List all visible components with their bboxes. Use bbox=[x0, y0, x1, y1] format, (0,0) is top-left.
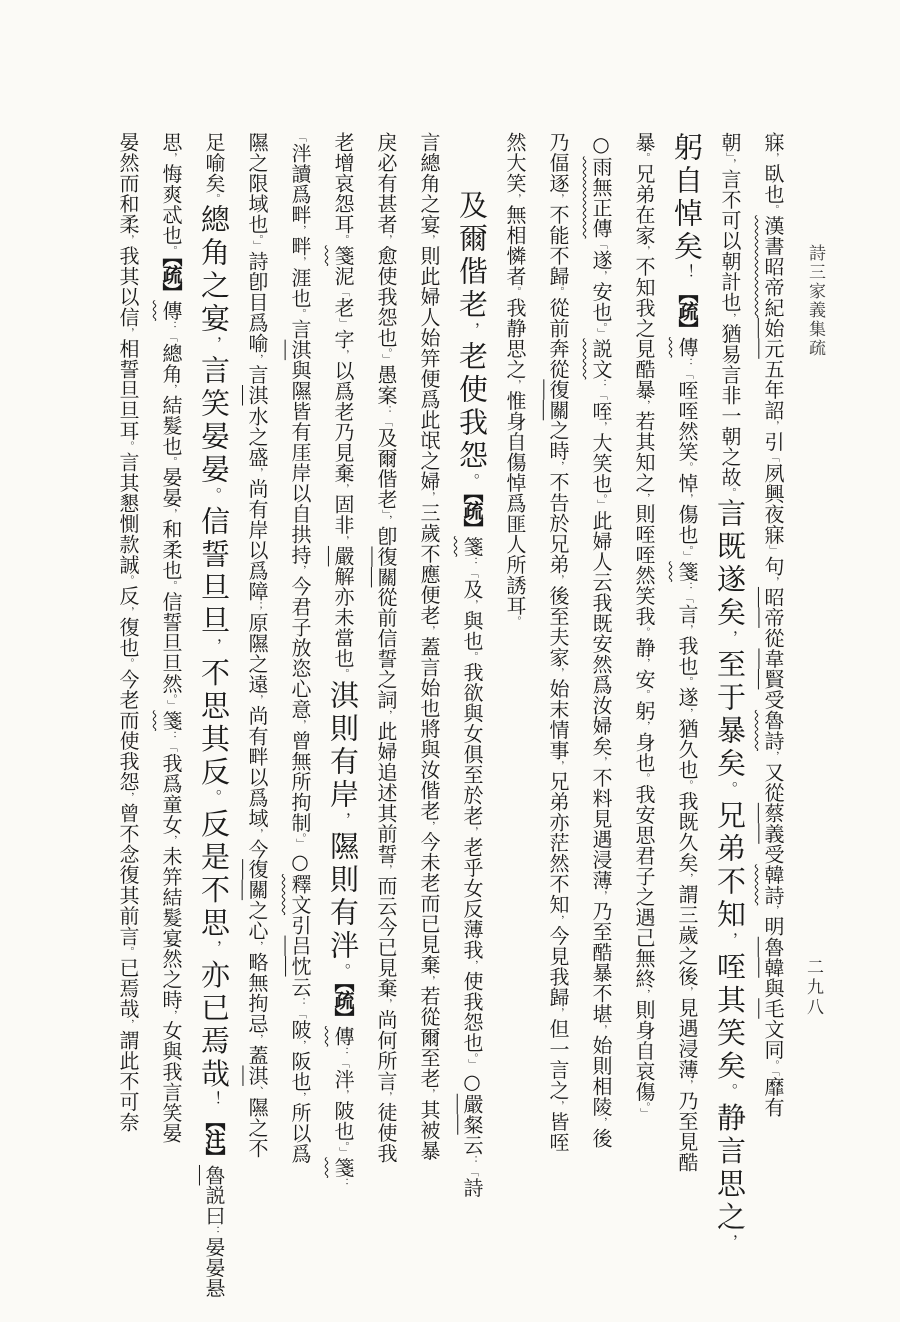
proper-name-mark: 嚴粲 bbox=[460, 1093, 484, 1135]
commentary-text: 引 bbox=[288, 915, 312, 936]
scripture-text: 躬自悼矣！ bbox=[670, 132, 704, 284]
text-column bbox=[192, 132, 235, 1299]
proper-name-mark: 魯 bbox=[202, 1164, 226, 1186]
commentary-text: 説曰：晏晏悬 bbox=[202, 1185, 226, 1299]
text-column bbox=[407, 132, 450, 1161]
commentary-text: 言總角之宴，則此婦人始笄便爲此氓之婦，三歲不應便老，蓋言始也將與汝偕老，今未老而已見棄，若從爾至老，其被暴 bbox=[417, 132, 441, 1161]
commentary-text: 暴。兄弟在家，不知我之見酷暴，若其知之，則咥咥然笑我。静，安。躬，身也。我安思君子之遇己無終，則身自哀傷。」 bbox=[632, 132, 656, 1119]
text-column bbox=[665, 132, 708, 1172]
proper-name-mark: 復關 bbox=[546, 379, 570, 421]
text-column bbox=[364, 132, 407, 1164]
commentary-text: 五年詔，引「夙興夜寐」句， bbox=[761, 358, 785, 587]
commentary-text: ，又從 bbox=[761, 750, 785, 803]
book-title-mark: 説文 bbox=[589, 338, 613, 380]
commentary-text: 與隰皆有厓岸以自拱持，今君子放恣心意，曾無所拘制。」○ bbox=[288, 360, 312, 875]
commentary-text: 云：「詩 bbox=[460, 1134, 484, 1198]
text-column bbox=[321, 132, 364, 1189]
text-column bbox=[235, 132, 278, 1158]
text-column bbox=[579, 132, 622, 1149]
book-title-mark: 箋 bbox=[460, 536, 484, 557]
commentary-text: 隰之限域也。」詩卽目爲喻，言 bbox=[245, 132, 269, 386]
text-column bbox=[278, 132, 321, 1164]
book-title-mark: 傳 bbox=[675, 337, 699, 358]
book-title-mark: 傳 bbox=[331, 1026, 355, 1047]
book-title-mark: 箋 bbox=[331, 1157, 355, 1178]
scripture-text: 及爾偕老，老使我怨。 bbox=[455, 190, 489, 493]
proper-name-mark: 淇 bbox=[288, 339, 312, 361]
text-column bbox=[708, 132, 751, 1254]
commentary-text: 朝」，言不可以朝計也，猶易言非一朝之故。 bbox=[718, 132, 742, 499]
page-number: 二九八 bbox=[803, 958, 823, 1018]
commentary-text: 文同。「靡有 bbox=[761, 1018, 785, 1118]
scripture-text: 言既遂矣，至于暴矣。兄弟不知，咥其笑矣。静言思之， bbox=[713, 498, 747, 1254]
scripture-text: 淇則有岸，隰則有泮。 bbox=[326, 679, 360, 983]
commentary-text: 解亦未當也。 bbox=[331, 566, 355, 680]
proper-name-mark: 淇 bbox=[245, 385, 269, 406]
commentary-text: 云：「陂，阪也，所以爲 bbox=[288, 976, 312, 1164]
section-label: 【疏】 bbox=[159, 256, 183, 301]
commentary-text: 從 bbox=[761, 627, 785, 649]
commentary-text: 受 bbox=[761, 689, 785, 710]
proper-name-mark: 昭帝 bbox=[761, 586, 785, 628]
commentary-text: ：「我爲童女，未笄結髮宴然之時，女與我言笑晏 bbox=[159, 730, 183, 1144]
commentary-text: 「遂，安也。」 bbox=[589, 238, 613, 339]
proper-name-mark: 始元 bbox=[761, 317, 785, 359]
commentary-text: ：「咥，大笑也。」此婦人云我既安然爲汝婦矣，不料見遇浸薄，乃至酷暴不堪，始則相陵，後 bbox=[589, 379, 613, 1149]
commentary-text: 然大笑，無相憐者。我静思之，惟身自傷悼爲匪人所誘耳。 bbox=[503, 132, 527, 627]
section-label: 【疏】 bbox=[675, 283, 699, 338]
commentary-text: 乃偪逐，不能不歸。從前奔從 bbox=[546, 132, 570, 380]
commentary-text: 之時，不告於兄弟，後至夫家，始末情事，兄弟亦茫然不知，今見我歸，但一言之，皆咥 bbox=[546, 420, 570, 1153]
commentary-text: 之心，略無拘忌，蓋 bbox=[245, 900, 269, 1066]
commentary-text: 晏然而和柔，我其以信，相誓旦旦耳。言其懇惻款誠。反，復也。今老而使我怨，曾不念復其前言。已焉哉，謂此不可奈 bbox=[116, 132, 140, 1133]
commentary-text: 從前信誓之詞，此婦追述其前誓，而云今已見棄，尚何所言，徒使我 bbox=[374, 587, 398, 1165]
text-column bbox=[751, 132, 794, 1117]
text-column bbox=[149, 132, 192, 1143]
commentary-text: 「泮讀爲畔，畔，涯也。言 bbox=[288, 132, 312, 340]
commentary-text: 寐，臥也。 bbox=[761, 132, 785, 216]
commentary-text: 思，悔爽忒也。 bbox=[159, 132, 183, 257]
book-title-mark: 釋文 bbox=[288, 874, 312, 916]
proper-name-mark: 復關 bbox=[245, 859, 269, 901]
proper-name-mark: 復關 bbox=[374, 546, 398, 588]
book-title-mark: 箋 bbox=[675, 561, 699, 582]
proper-name-mark: 淇 bbox=[245, 1065, 269, 1086]
book-title-mark: 箋 bbox=[331, 245, 355, 266]
proper-name-mark: 毛 bbox=[761, 998, 785, 1019]
text-column bbox=[536, 132, 579, 1153]
commentary-text: ： bbox=[337, 1177, 349, 1189]
section-label: 【注】 bbox=[202, 1110, 226, 1165]
commentary-text: ：「泮，陂也。」 bbox=[331, 1046, 355, 1158]
scripture-text: 總角之宴，言笑晏晏。信誓旦旦，不思其反。反是不思，亦已焉哉！ bbox=[197, 204, 231, 1111]
text-column bbox=[450, 132, 493, 1198]
book-title-mark: 雨無正傳 bbox=[589, 156, 613, 239]
commentary-text: ：「言，我也。遂，猶久也。我既久矣，謂三歲之後，見遇浸薄，乃至見酷 bbox=[675, 581, 699, 1172]
text-column bbox=[493, 132, 536, 627]
proper-name-mark: 韋賢 bbox=[761, 648, 785, 690]
commentary-text: ○ bbox=[589, 132, 613, 157]
text-column bbox=[622, 132, 665, 1119]
commentary-text: 戾必有甚者，愈使我怨也。」愚案：「及爾偕老」，卽 bbox=[374, 132, 398, 547]
section-label: 【疏】 bbox=[460, 492, 484, 537]
commentary-text: 受 bbox=[761, 843, 785, 865]
proper-name-mark: 嚴 bbox=[331, 545, 355, 567]
book-title-mark: 漢書昭帝紀 bbox=[761, 215, 785, 318]
proper-name-mark: 蔡義 bbox=[761, 802, 785, 844]
book-title-mark: 韓詩 bbox=[761, 864, 785, 906]
proper-name-mark: 韓 bbox=[761, 957, 785, 978]
commentary-text: 水之盛，尚有岸以爲障；原隰之遠，尚有畔以爲域，今 bbox=[245, 405, 269, 860]
commentary-text: 老增哀怨耳。 bbox=[331, 132, 355, 246]
commentary-text: 足喻矣。 bbox=[202, 132, 226, 205]
text-columns bbox=[106, 132, 794, 1299]
commentary-text: ：「咥咥然笑。悼，傷也。」 bbox=[675, 357, 699, 562]
book-title-mark: 傳 bbox=[159, 300, 183, 321]
commentary-text: ，明 bbox=[761, 905, 785, 937]
running-title: 詩三家義集疏 bbox=[805, 244, 825, 358]
text-column bbox=[106, 132, 149, 1132]
commentary-text: 與 bbox=[761, 977, 785, 999]
book-title-mark: 箋 bbox=[159, 710, 183, 731]
proper-name-mark: 魯 bbox=[761, 936, 785, 958]
commentary-text: ：「及，與也。我欲與女俱至於老，老乎女反薄我，使我怨也。」○ bbox=[460, 556, 484, 1094]
commentary-text: 泥「老」字，以爲老乃見棄，固非， bbox=[331, 265, 355, 546]
book-title-mark: 魯詩 bbox=[761, 709, 785, 751]
commentary-text: ：「總角，結髮也。晏晏，和柔也。信誓旦旦然。」 bbox=[159, 320, 183, 711]
proper-name-mark: 吕忱 bbox=[288, 935, 312, 977]
section-label: 【疏】 bbox=[331, 982, 355, 1027]
commentary-text: 、隰之不 bbox=[245, 1085, 269, 1159]
